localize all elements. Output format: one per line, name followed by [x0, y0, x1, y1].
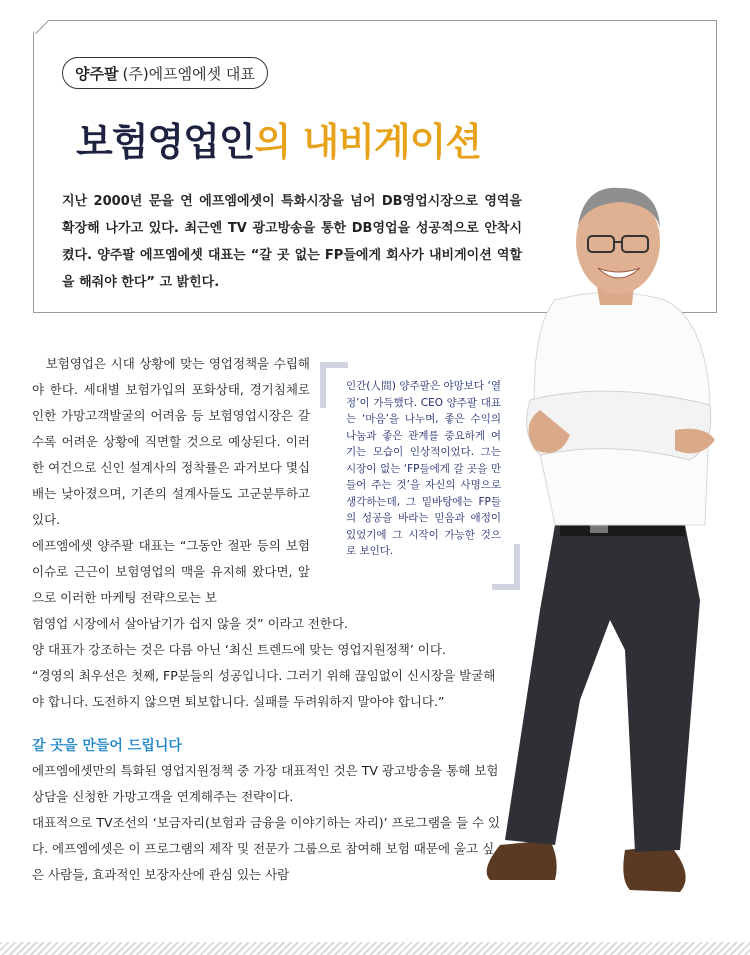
section-paragraph-1: 에프엠에셋만의 특화된 영업지원정책 중 가장 대표적인 것은 TV 광고방송을 통해 보험상담을 신청한 가망고객을 연계해주는 전략이다. [32, 763, 499, 804]
body-paragraph-1: 보험영업은 시대 상황에 맞는 영업정책을 수립해야 한다. 세대별 보험가입의 포화상태, 경기침체로 인한 가망고객발굴의 어려움 등 보험영업시장은 갈수록 어려운 상황에 직면할 것으로 예상된다. 이러한 여건으로 신인 설계사의 정착률은 과거보다 몇십 배는 낮아졌으며, 기존의 설계사들도 고군분투하고 있다. [32, 356, 310, 527]
lead-paragraph: 지난 2000년 문을 연 에프엠에셋이 특화시장을 넘어 DB영업시장으로 영역을 확장해 나가고 있다. 최근엔 TV 광고방송을 통한 DB영업을 성공적으로 안착시켰다. 양주팔 에프엠에셋 대표는 “갈 곳 없는 FP들에게 회사가 내비게이션 역할을 해줘야 한다” 고 밝힌다. [62, 194, 522, 290]
section-paragraph-2: 대표적으로 TV조선의 ‘보금자리(보험과 금융을 이야기하는 자리)’ 프로그램을 들 수 있다. 에프엠에셋은 이 프로그램의 제작 및 전문가 그룹으로 참여해 보험 때문에 울고 싶은 사람들, 효과적인 보장자산에 관심 있는 사람 [32, 815, 501, 882]
quote-bracket-open [320, 362, 348, 408]
title-main: 보험영업인 [76, 120, 255, 164]
article-title [76, 111, 481, 166]
pull-quote-text: 인간(人間) 양주팔은 야망보다 ‘열정’이 가득했다. CEO 양주팔 대표는 ‘마음’을 나누며, 좋은 수익의 나눔과 좋은 관계를 중요하게 여기는 모습이 인상적이었다. 그는 시장이 없는 ‘FP들에게 갈 곳을 만들어 주는 것’을 자신의 사명으로 생각하는데, 그 밑바탕에는 FP들의 성공을 바라는 믿음과 애정이 있었기에 그 시작이 가능한 것으로 보인다. [346, 380, 501, 557]
person-name: 양주팔 [75, 64, 119, 83]
body-paragraph-2b: 험영업 시장에서 살아남기가 쉽지 않을 것” 이라고 전한다. [32, 616, 348, 631]
section-body [32, 758, 502, 888]
byline-pill [62, 57, 268, 89]
bottom-hatch-border [0, 942, 750, 955]
body-paragraph-2a: 에프엠에셋 양주팔 대표는 “그동안 절판 등의 보험이슈로 근근이 보험영업의 맥을 유지해 왔다면, 앞으로 이러한 마케팅 전략으로는 보 [32, 538, 310, 605]
person-role: (주)에프엠에셋 대표 [122, 64, 255, 83]
body-paragraph-3: 양 대표가 강조하는 것은 다름 아닌 ‘최신 트렌드에 맞는 영업지원정책’ 이다. [32, 642, 446, 657]
portrait-photo [460, 180, 750, 900]
title-accent: 의 내비게이션 [254, 120, 482, 164]
section-heading: 갈 곳을 만들어 드립니다 [32, 738, 182, 754]
body-paragraph-4: “경영의 최우선은 첫째, FP분들의 성공입니다. 그러기 위해 끊임없이 신시장을 발굴해야 합니다. 도전하지 않으면 퇴보합니다. 실패를 두려워하지 말아야 합니다.” [32, 668, 496, 709]
